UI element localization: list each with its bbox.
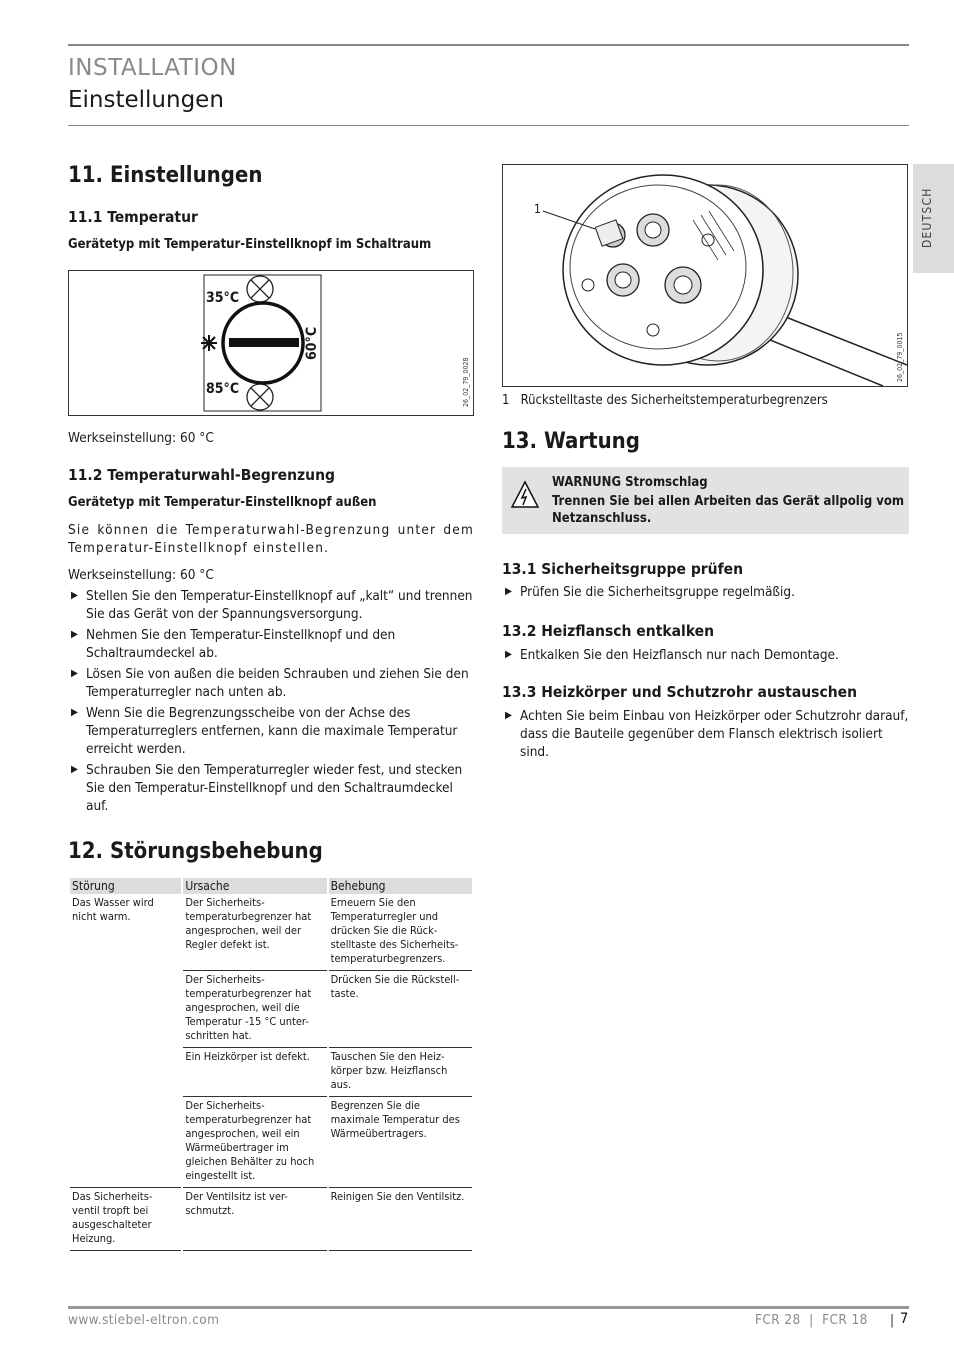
header-section: INSTALLATION [68, 55, 237, 81]
table-cell-ursache: Der Sicherheits-temperaturbegrenzer hat angesprochen, weil die Temperatur -15 °C unter-schritten hat. [183, 971, 326, 1048]
warning-electric-icon [510, 480, 540, 510]
footer-website: www.stiebel-eltron.com [68, 1312, 220, 1328]
table-cell-stoerung: Das Wasser wird nicht warm. [70, 894, 181, 1188]
figure-code-0028: 26_02_79_0028 [462, 357, 470, 407]
header-bottom-rule [68, 125, 909, 126]
footer-rule [68, 1306, 909, 1309]
section-11-title: 11. Einstellungen [68, 163, 263, 188]
step-item: ▶ Stellen Sie den Temperatur-Einstellknopf auf „kalt“ und trennen Sie das Gerät von der Spannungsversorgung. [68, 587, 476, 623]
section-13-3-steps [502, 707, 909, 764]
caption-number: 1 [502, 393, 510, 408]
table-row [70, 1188, 472, 1251]
factory-setting-1: Werkseinstellung: 60 °C [68, 430, 214, 446]
section-11-1-subtitle: Gerätetyp mit Temperatur-Einstellknopf im Schaltraum [68, 237, 432, 252]
troubleshooting-table [68, 878, 474, 1251]
callout-1: 1 [534, 202, 541, 216]
page-number: 7 [900, 1311, 909, 1327]
header-subsection: Einstellungen [68, 87, 224, 113]
warning-title: WARNUNG Stromschlag [552, 475, 708, 490]
section-11-2-title: 11.2 Temperaturwahl-Begrenzung [68, 466, 335, 484]
section-11-1-title: 11.1 Temperatur [68, 208, 198, 226]
step-item: ▶ Entkalken Sie den Heizflansch nur nach Demontage. [502, 646, 909, 664]
section-11-2-intro: Sie können die Temperaturwahl-Begrenzung unter dem Temperatur-Einstellknopf einstellen. [68, 522, 474, 556]
label-85c: 85°C [206, 381, 240, 397]
flange-drawing [503, 165, 907, 386]
table-cell-behebung: Begrenzen Sie die maximale Temperatur des Wärmeübertragers. [329, 1097, 472, 1188]
factory-setting-2: Werkseinstellung: 60 °C [68, 567, 214, 583]
table-cell-ursache: Ein Heizkörper ist defekt. [183, 1048, 326, 1097]
section-13-2-title: 13.2 Heizflansch entkalken [502, 622, 715, 640]
step-item: ▶ Nehmen Sie den Temperatur-Einstellknopf und den Schaltraumdeckel ab. [68, 626, 476, 662]
warning-box [502, 467, 909, 534]
table-header-ursache: Ursache [183, 878, 326, 894]
step-item: ▶ Wenn Sie die Begrenzungsscheibe von der Achse des Temperaturreglers entfernen, kann die maximale Temperatur erreicht werden. [68, 704, 476, 758]
footer-models: FCR 28 | FCR 18 [755, 1312, 868, 1328]
section-13-1-title: 13.1 Sicherheitsgruppe prüfen [502, 560, 744, 578]
temperature-knob-figure [68, 270, 474, 416]
figure-code-0015: 26_02_79_0015 [896, 332, 904, 382]
step-item: ▶ Prüfen Sie die Sicherheitsgruppe regelmäßig. [502, 583, 909, 601]
warning-text: Trennen Sie bei allen Arbeiten das Gerät allpolig vom Netzanschluss. [552, 494, 905, 526]
table-cell-stoerung: Das Sicherheits-ventil tropft bei ausgeschalteter Heizung. [70, 1188, 181, 1251]
language-tab: DEUTSCH [913, 164, 954, 273]
step-item: ▶ Achten Sie beim Einbau von Heizkörper oder Schutzrohr darauf, dass die Bauteile gegenüber dem Flansch elektrisch isoliert sind. [502, 707, 909, 761]
table-row [70, 894, 472, 971]
table-cell-behebung: Drücken Sie die Rückstell-taste. [329, 971, 472, 1048]
section-13-title: 13. Wartung [502, 429, 640, 454]
section-13-2-steps [502, 646, 909, 667]
temperature-knob-drawing [69, 271, 473, 415]
table-cell-ursache: Der Sicherheits-temperaturbegrenzer hat angesprochen, weil ein Wärmeübertrager im gleichen Behälter zu hoch eingestellt ist. [183, 1097, 326, 1188]
step-item: ▶ Lösen Sie von außen die beiden Schrauben und ziehen Sie den Temperaturregler nach unten ab. [68, 665, 476, 701]
figure-caption [502, 392, 828, 410]
flange-figure [502, 164, 908, 387]
section-11-2-subtitle: Gerätetyp mit Temperatur-Einstellknopf außen [68, 495, 377, 510]
table-cell-ursache: Der Ventilsitz ist ver-schmutzt. [183, 1188, 326, 1251]
section-13-1-steps [502, 583, 909, 604]
table-cell-ursache: Der Sicherheits-temperaturbegrenzer hat angesprochen, weil der Regler defekt ist. [183, 894, 326, 971]
caption-text: Rückstelltaste des Sicherheitstemperaturbegrenzers [520, 393, 828, 408]
section-12-title: 12. Störungsbehebung [68, 839, 323, 864]
table-cell-behebung: Reinigen Sie den Ventilsitz. [329, 1188, 472, 1251]
label-60c: 60°C [304, 326, 320, 360]
table-cell-behebung: Tauschen Sie den Heiz-körper bzw. Heizflansch aus. [329, 1048, 472, 1097]
step-item: ▶ Schrauben Sie den Temperaturregler wieder fest, und stecken Sie den Temperatur-Einstellknopf und den Schaltraumdeckel auf. [68, 761, 476, 815]
table-header-behebung: Behebung [329, 878, 472, 894]
label-35c: 35°C [206, 290, 240, 306]
footer-separator: | [890, 1312, 895, 1328]
section-13-3-title: 13.3 Heizkörper und Schutzrohr austauschen [502, 683, 858, 701]
header-top-rule [68, 44, 909, 46]
table-cell-behebung: Erneuern Sie den Temperaturregler und drücken Sie die Rück-stelltaste des Sicherheits-temperaturbegrenzers. [329, 894, 472, 971]
section-11-2-steps [68, 587, 476, 818]
table-header-stoerung: Störung [70, 878, 181, 894]
